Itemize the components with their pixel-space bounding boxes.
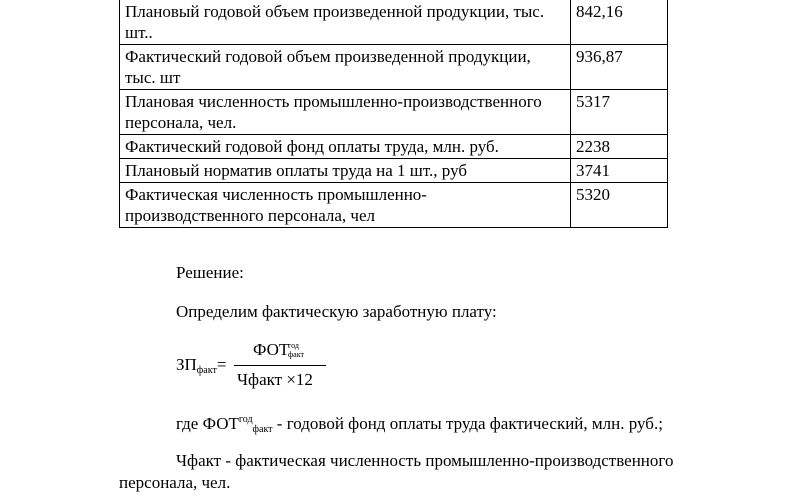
wage-formula — [176, 340, 376, 394]
row-label: Плановый годовой объем произведенной продукции, тыс. шт.. — [120, 0, 571, 45]
fraction-bar — [234, 365, 326, 366]
row-label: Плановая численность промышленно-производственного персонала, чел. — [120, 90, 571, 135]
formula-denominator: Чфакт ×12 — [237, 370, 313, 389]
table-row — [120, 135, 668, 159]
row-label: Фактическая численность промышленно-производственного персонала, чел — [120, 183, 571, 228]
row-value: 2238 — [571, 135, 668, 159]
formula-lhs-main: ЗП — [176, 355, 197, 374]
row-value: 936,87 — [571, 45, 668, 90]
table-row — [120, 0, 668, 45]
where-sentence — [176, 409, 663, 441]
row-value: 3741 — [571, 159, 668, 183]
formula-equals: = — [216, 355, 227, 374]
where-prefix: где ФОТ — [176, 414, 239, 433]
table-row — [120, 159, 668, 183]
formula-numerator-indices — [288, 341, 304, 359]
row-value: 5317 — [571, 90, 668, 135]
formula-numerator-sub: факт — [288, 350, 305, 359]
formula-lhs-sub: факт — [196, 365, 217, 376]
table-row — [120, 90, 668, 135]
row-label: Плановый норматив оплаты труда на 1 шт., руб — [120, 159, 571, 183]
table-row — [120, 45, 668, 90]
where-suffix: - годовой фонд оплаты труда фактический, млн. руб.; — [272, 414, 663, 433]
row-value: 842,16 — [571, 0, 668, 45]
indicators-table — [119, 0, 668, 228]
row-label: Фактический годовой объем произведенной продукции, тыс. шт — [120, 45, 571, 90]
formula-numerator-sup: год — [288, 341, 299, 350]
where-sup: год — [238, 414, 253, 425]
determine-sentence: Определим фактическую заработную плату: — [176, 302, 497, 321]
chfakt-line-1: Чфакт - фактическая численность промышленно-производственного — [176, 451, 674, 470]
formula-numerator: ФОТ — [253, 340, 290, 359]
solution-heading: Решение: — [176, 263, 244, 282]
where-sub: факт — [252, 424, 273, 435]
table-row — [120, 183, 668, 228]
row-label: Фактический годовой фонд оплаты труда, млн. руб. — [120, 135, 571, 159]
formula-lhs — [176, 355, 226, 376]
row-value: 5320 — [571, 183, 668, 228]
chfakt-line-2: персонала, чел. — [119, 473, 231, 492]
